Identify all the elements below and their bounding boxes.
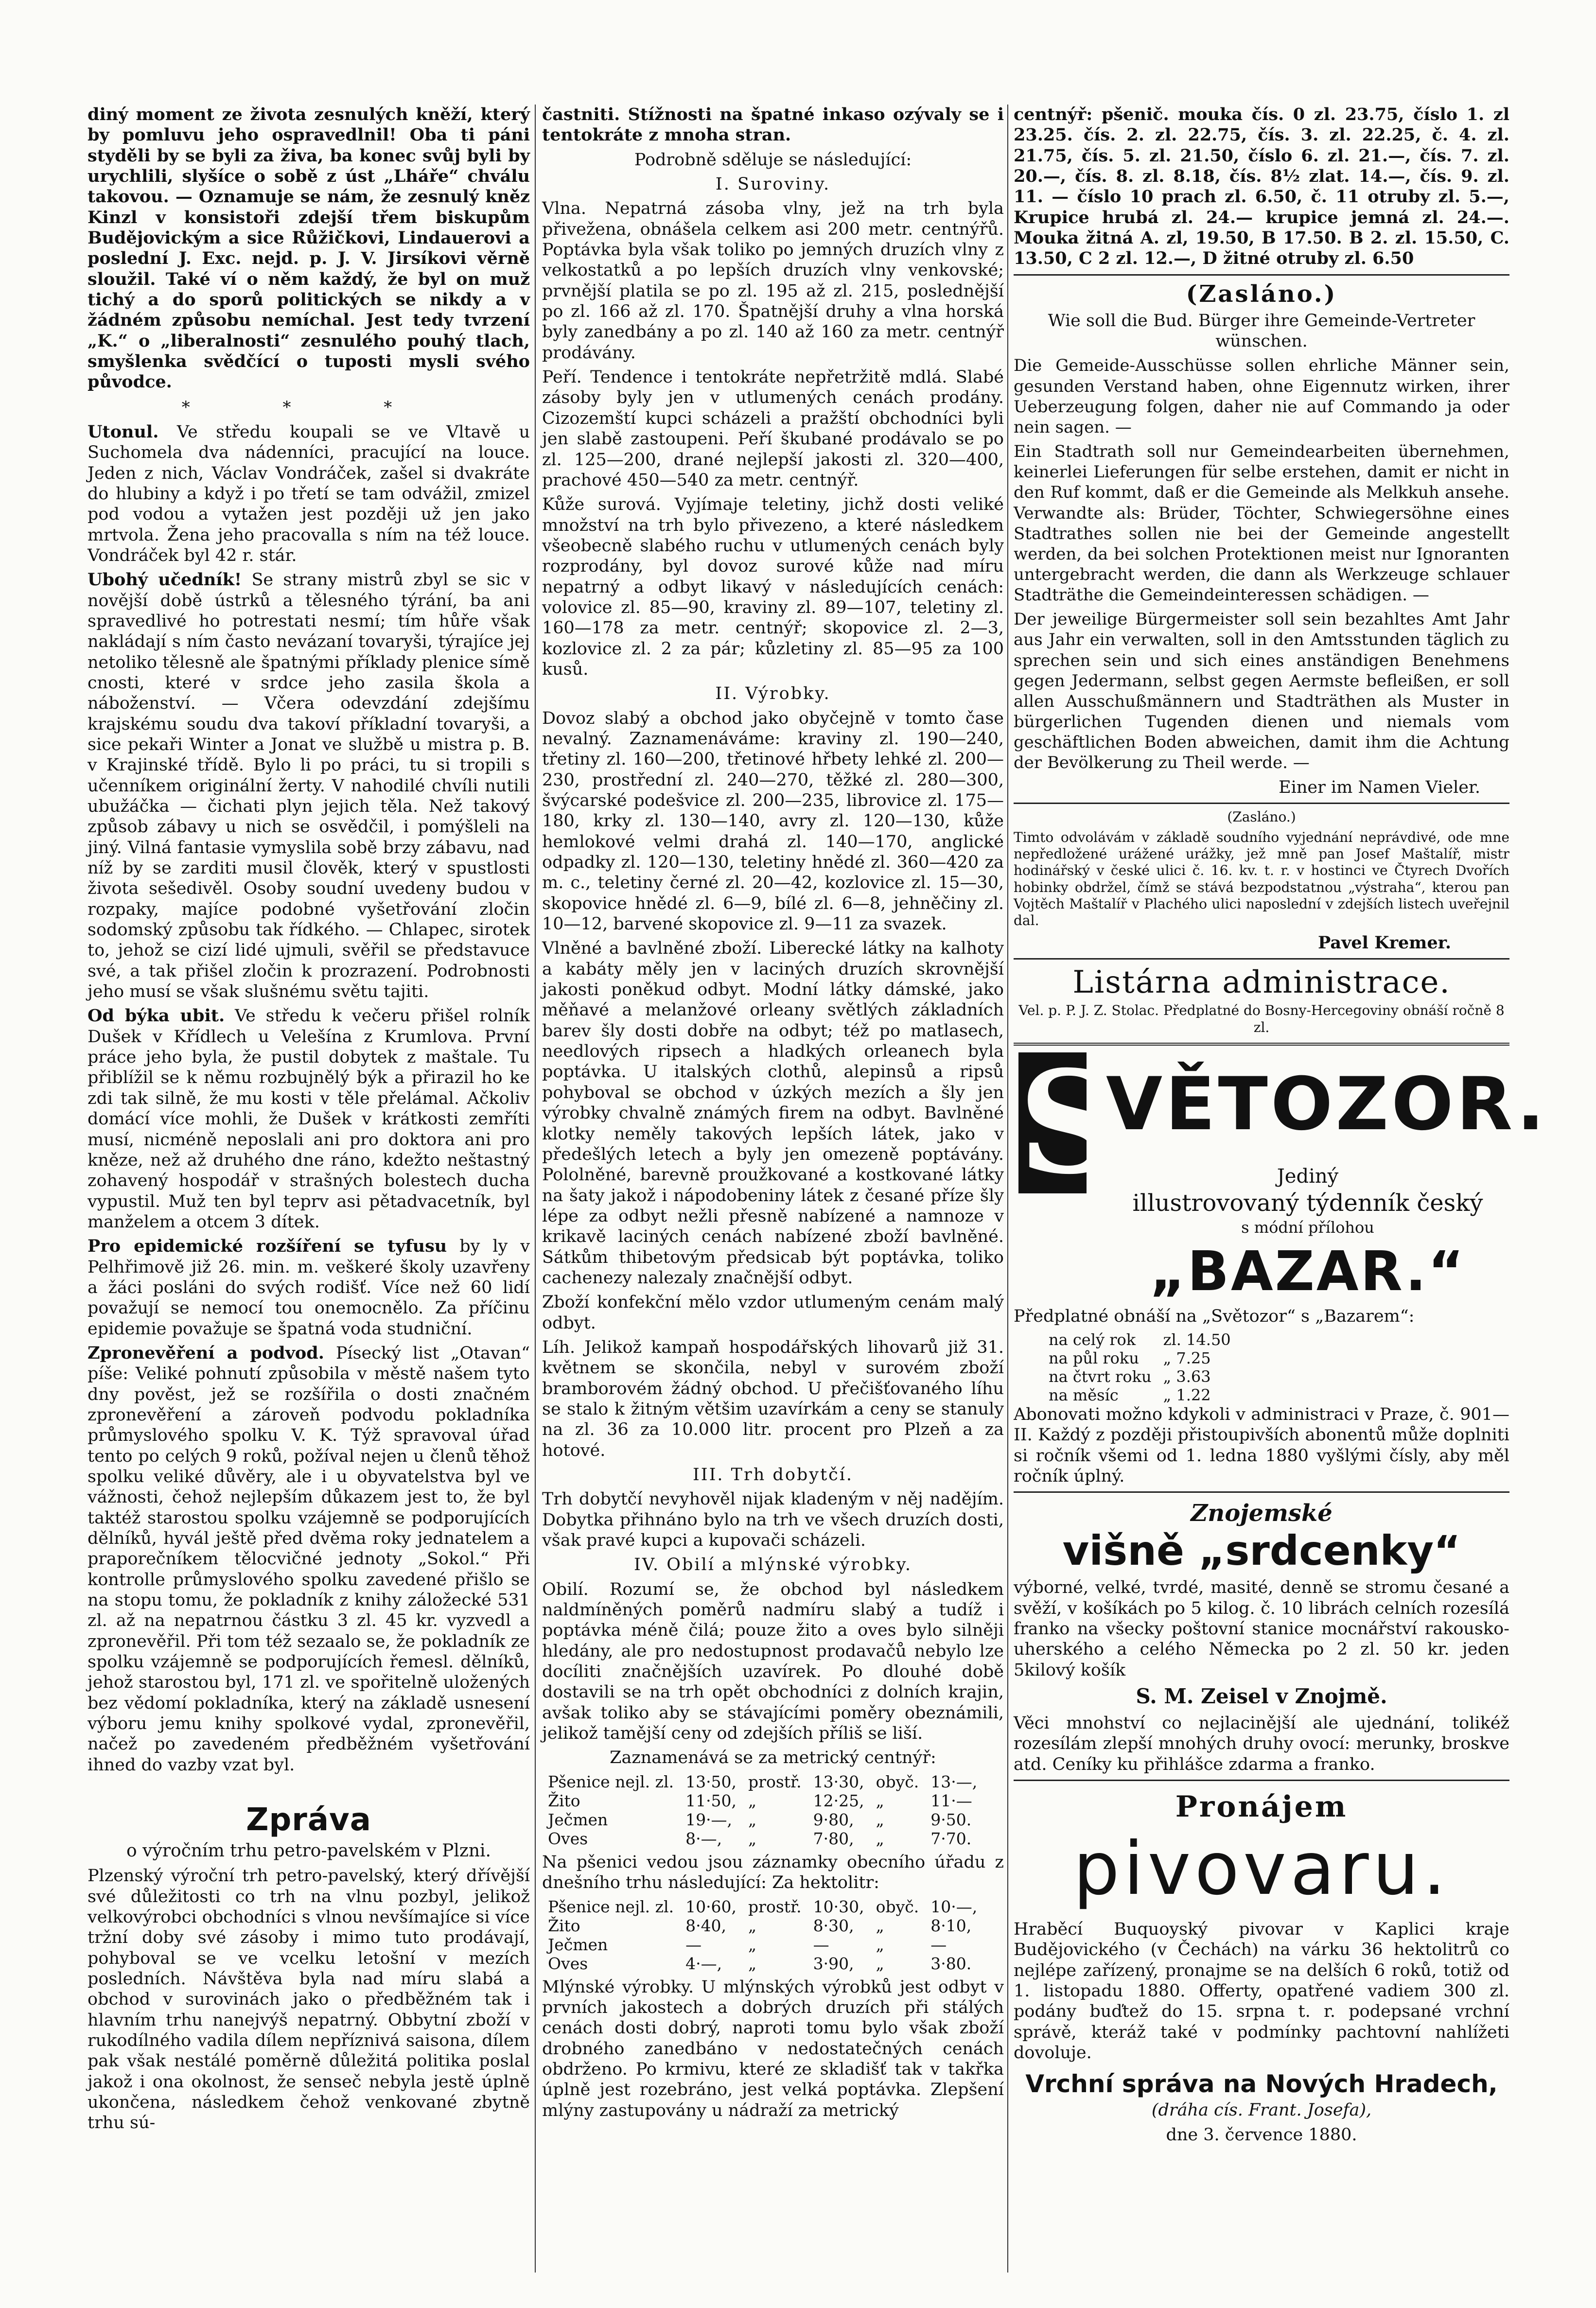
- article-tyfus-title: Pro epidemické rozšíření se tyfusu: [88, 1236, 447, 1257]
- price-centnyr-cell: 7·80,: [813, 1829, 854, 1848]
- zaslano2-body: Timto odvolávám v základě soudního vyjednání neprávdivé, ode mne nepředložené urážené urážky, jež mně pan Josef Maštalíř, mistr hodinářský v české ulici č. 16. kv. t. r. v hostinci ve Čtyrech Dvořích hobinky obdržel, čímž se stává bezpodstatnou „výstraha“, kterou pan Vojtěch Maštalíř v Plachého ulici naposlední v zdejších listech uveřejnil dal.: [1014, 829, 1509, 928]
- price-centnyr-cell: 13·—,: [930, 1772, 978, 1791]
- price-hektolitr-cell: „: [748, 1916, 757, 1935]
- zaslano-paragraph-3: Der jeweilige Bürgermeister soll sein bezahltes Amt Jahr aus Jahr ein verwalten, soll in den Amtsstunden täglich zu sprechen sein und sich eines anständigen Benehmens gegen Jedermann, selbst gegen Aermste befleißen, er soll allen Ausschußmännern und Stadträthen als Muster in bürgerlichen Tugenden dienen und niemals vom geschäftlichen Boden abweichen, damit ihm die Achtung der Bevölkerung zu Theil werde. —: [1014, 610, 1509, 773]
- svetozor-line-3: s módní přílohou: [1241, 1218, 1374, 1237]
- price-hektolitr-cell: —: [685, 1935, 702, 1954]
- pivovaru-title: pivovaru.: [1073, 1826, 1450, 1911]
- visne-body-2: Věci mnohství co nejlacinější ale ujednání, tolikéž rozesílám zlepší mnohých druhy ovocí: merunky, broskve atd. Ceníky ku přihlášce zdarma a franko.: [1014, 1713, 1509, 1774]
- svetozor-price-row: [1043, 1330, 1237, 1349]
- svetozor-price-cell: „ 7.25: [1163, 1349, 1211, 1367]
- price-hektolitr-cell: 10·30,: [813, 1897, 864, 1916]
- article-kinzl: diný moment ze života zesnulých kněží, který by pomluvu jeho ospravedlnil! Oba ti páni styděli by se byli za živa, ba konec svůj byli by urychlili, slyšíce o sobě z úst „Lháře“ chválu takovou. — Oznamuje se nám, že zesnulý kněz Kinzl v konsistoři zdejší třem biskupům Budějovickým a sice Růžičkovi, Lindauerovi a poslední J. Exc. nejd. p. J. V. Jirsíkovi věrně sloužil. Také ví o něm každý, že byl on muž tichý a do sporů politických se nikdy a v žádném způsobu nemíchal. Jest tedy tvrzení „K.“ o „liberalnosti“ zesnulého pouhý tlach, smyšlenka svědčící o tuposti mysli svého původce.: [88, 105, 530, 392]
- price-centnyr-cell: Oves: [548, 1829, 588, 1848]
- price-hektolitr-cell: „: [876, 1954, 884, 1973]
- price-centnyr-cell: Pšenice nejl. zl.: [548, 1772, 674, 1791]
- divider: [1014, 1491, 1509, 1493]
- price-hektolitr-cell: Ječmen: [548, 1935, 608, 1954]
- price-centnyr-cell: „: [748, 1829, 757, 1848]
- article-ucednik: [88, 570, 530, 1002]
- svetozor-price-cell: „ 1.22: [1163, 1386, 1211, 1404]
- article-plzen-market: Plzenský výroční trh petro-pavelský, který dřívější své důležitosti co trh na vlnu pozbyl, jelikož velkovýrobci obchodníci s vlnou nevšímajíce si více tržní doby své zásoby i mimo tuto prodávají, pohyboval se ve vcelku letošní v mezích posledních. Návštěva byla nad míru slabá a obchod v surovinách jako o předběžném tak i hlavním trhu nanejvýš nepatrný. Obbytní zboží v rukodílného vadila dílem nepříznivá saisona, dílem pak však nestálé poměrně důležitá politika poslal jakož i ona okolnost, že senseč nebyla jestě úplně ukončena, následkem čehož venkované zbytně trhu sú-: [88, 1866, 530, 2133]
- zeisel-name: S. M. Zeisel v Znojmě.: [1136, 1684, 1387, 1709]
- zaslano-title: Wie soll die Bud. Bürger ihre Gemeinde-Vertreter wünschen.: [1048, 311, 1475, 351]
- price-centnyr-cell: obyč.: [876, 1772, 919, 1791]
- svetozor-title: VĚTOZOR.: [1106, 1062, 1547, 1147]
- listarna-body: Vel. p. P. J. Z. Stolac. Předplatné do Bosny-Hercegoviny obnáší ročně 8 zl.: [1018, 1002, 1505, 1035]
- price-hektolitr-cell: —: [813, 1935, 829, 1954]
- svetozor-price-row: [1043, 1386, 1237, 1404]
- price-hektolitr-row: [542, 1954, 983, 1973]
- price-hektolitr-row: [542, 1897, 983, 1916]
- price-hektolitr-cell: Oves: [548, 1954, 588, 1973]
- price-hektolitr-cell: „: [748, 1954, 757, 1973]
- visne-title: višně „srdcenky“: [1062, 1527, 1461, 1575]
- market-intro: častniti. Stížnosti na špatné inkaso ozývaly se i tentokráte z mnoha stran.: [542, 105, 1004, 145]
- price-centnyr-cell: 11·—: [930, 1791, 972, 1810]
- flour-prices: centnýř: pšenič. mouka čís. 0 zl. 23.75, číslo 1. zl 23.25. čís. 2. zl. 22.75, čís. 3. zl. 22.25, č. 4. zl. 21.75, čís. 5. zl. 21.50, číslo 6. zl. 21.—, čís. 7. zl. 20.—, čís. 8. zl. 8.18, čís. 8½ zlat. 14.—, čís. 9. zl. 11. — číslo 10 prach zl. 6.50, č. 11 otruby zl. 5.—, Krupice hrubá zl. 24.— krupice jemná zl. 24.—. Mouka žitná A. zl, 19.50, B 17.50. B 2. zl. 15.50, C. 13.50, C 2 zl. 12.—, D žitné otruby zl. 6.50: [1014, 105, 1509, 269]
- article-byk-title: Od býka ubit.: [88, 1006, 225, 1026]
- zaslano-signature: Einer im Namen Vieler.: [1279, 777, 1480, 797]
- svetozor-initial: S: [1018, 1040, 1121, 1206]
- market-dobytek: Trh dobytčí nevyhověl nijak kladeným v něj nadějím. Dobytka přihnáno bylo na trh ve všech druzích dosti, však pravé kupci a kupovači scházeli.: [542, 1489, 1004, 1551]
- market-centnyr-intro: Zaznamenává se za metrický centnýř:: [610, 1748, 936, 1768]
- price-hektolitr-row: [542, 1935, 983, 1954]
- section-suroviny: I. Suroviny.: [715, 175, 831, 194]
- svetozor-price-cell: na čtvrt roku: [1049, 1367, 1152, 1386]
- zaslano2-heading: (Zasláno.): [1227, 808, 1296, 825]
- price-centnyr-cell: 13·50,: [685, 1772, 737, 1791]
- price-centnyr-cell: „: [748, 1791, 757, 1810]
- market-peri: Peří. Tendence i tentokráte nepřetržitě mdlá. Slabé zásoby byly jen v utlumených cenách prodány. Cizozemští kupci scházeli a pražští obchodníci byli jen slabě zastoupeni. Peří škubané prodávalo se po zl. 125—200, drané nejlepší jakosti zl. 320—400, prachové 450—540 za metr. centnýř.: [542, 367, 1004, 490]
- market-konfekce: Zboží konfekční mělo vzdor utlumeným cenám malý odbyt.: [542, 1293, 1004, 1333]
- svetozor-price-table: [1043, 1330, 1237, 1404]
- price-hektolitr-cell: 10·60,: [685, 1897, 737, 1916]
- price-centnyr-cell: „: [876, 1829, 884, 1848]
- zaslano-paragraph-1: Die Gemeide-Ausschüsse sollen ehrliche Männer sein, gesunden Verstand haben, ohne Eigennutz wirken, ihrer Ueberzeugung folgen, daher nie auf Commando ja oder nein sagen. —: [1014, 356, 1509, 437]
- bazar-title: „BAZAR.“: [1149, 1240, 1466, 1303]
- price-hektolitr-cell: prostř.: [748, 1897, 802, 1916]
- price-centnyr-row: [542, 1772, 983, 1791]
- section-dobytek: III. Trh dobytčí.: [692, 1465, 854, 1485]
- article-utonul: [88, 422, 530, 566]
- svetozor-price-cell: na měsíc: [1049, 1386, 1119, 1404]
- market-hektolitr-intro: Na pšenici vedou jsou záznamky obecního úřadu z dnešního trhu následující: Za hektolitr:: [542, 1852, 1004, 1893]
- price-centnyr-cell: prostř.: [748, 1772, 802, 1791]
- divider: [1014, 803, 1509, 804]
- market-mlynske: Mlýnské výrobky. U mlýnských výrobků jest odbyt v prvních jakostech a dobrých druzích při stálých cenách dosti dobrý, naproti tomu bylo však zboží drobného zanedbáno v nedostatečných cenách obdrženo. Po krmivu, které ze skladišť tak v takřka úplně jest rozebráno, jest velká poptávka. Zlepšení mlýny zastupovány u nádraží za metrický: [542, 1977, 1004, 2120]
- price-centnyr-cell: 7·70.: [930, 1829, 972, 1848]
- svetozor-price-cell: zl. 14.50: [1163, 1330, 1231, 1349]
- divider: [1014, 1780, 1509, 1781]
- price-hektolitr-cell: Pšenice nejl. zl.: [548, 1897, 674, 1916]
- price-hektolitr-cell: 4·—,: [685, 1954, 722, 1973]
- price-centnyr-row: [542, 1810, 983, 1829]
- svetozor-line-2: illustrovovaný týdenník český: [1132, 1189, 1483, 1217]
- column-rule-left: [535, 105, 536, 2273]
- svetozor-price-row: [1043, 1367, 1237, 1386]
- price-hektolitr-cell: —: [930, 1935, 947, 1954]
- price-centnyr-cell: „: [748, 1810, 757, 1829]
- market-vlnene-zbozi: Vlněné a bavlněné zboží. Liberecké látky na kalhoty a kabáty měly jen v laciných druzích skrovnější jakosti poněkud odbyt. Modní látky dámské, jako měňavé a melanžové orleany světlých základních barev šly dosti dobře na odbyt; též po matlasech, needlových ripsech a hladkých orleanech byla poptávka. U italských clothů, alepinsů a ripsů pohyboval se obchod v úzkých mezích a šly jen výrobky chvalně známých firem na odbyt. Bavlněné klotky neměly takových lepších látek, jako v předešlých letech a byly jen omezeně poptávány. Pololněné, barevně proužkované a kostkované látky na šaty jakož i nápodobeniny látek z česané příze šly lépe za odbyt nežli přesně nabízené a namnoze v krikavě laciných cenách nabízené zboží bavlněné. Sátkům thibetovým předsicab být poptávka, toliko cachenezy nalezaly značnější odbyt.: [542, 939, 1004, 1288]
- price-hektolitr-cell: 8·10,: [930, 1916, 972, 1935]
- price-hektolitr-cell: 8·40,: [685, 1916, 727, 1935]
- article-tyfus: [88, 1236, 530, 1339]
- svetozor-price-cell: na půl roku: [1049, 1349, 1139, 1367]
- price-centnyr-cell: 8·—,: [685, 1829, 722, 1848]
- vrchni-sprava-date: dne 3. července 1880.: [1166, 2125, 1357, 2145]
- svetozor-price-intro: Předplatné obnáší na „Světozor“ s „Bazarem“:: [1014, 1306, 1415, 1326]
- market-vlna: Vlna. Nepatrná zásoba vlny, jež na trh byla přivežena, obnášela celkem asi 200 metr. centnýřů. Poptávka byla však toliko po jemných druzích vlny z velkostatků a po lepších druzích vlny venkovské; prvnější platila se po zl. 195 až zl. 215, poslednější po zl. 166 až zl. 170. Špatnější druhy a vlna horská byly zanedbány a po zl. 140 až 160 za metr. centnýř prodávány.: [542, 199, 1004, 363]
- price-centnyr-cell: 9·80,: [813, 1810, 854, 1829]
- section-obili: IV. Obilí a mlýnské výrobky.: [634, 1555, 912, 1575]
- price-centnyr-cell: „: [876, 1810, 884, 1829]
- article-ucednik-title: Ubohý učedník!: [88, 570, 242, 590]
- article-byk: [88, 1006, 530, 1232]
- price-centnyr-cell: 13·30,: [813, 1772, 864, 1791]
- price-table-hektolitr: [542, 1897, 983, 1973]
- zaslano-paragraph-2: Ein Stadtrath soll nur Gemeindearbeiten übernehmen, keinerlei Lieferungen für selbe erstehen, damit er nicht in den Ruf kommt, daß er die Gemeinde als Melkkuh ansehe. Verwandte als: Brüder, Töchter, Schwiegersöhne eines Stadtrathes sollen nie bei der Gemeinde angestellt werden, da bei solchen Protektionen meist nur Ignoranten untergebracht werden, die dann als Werkzeuge schlauer Stadträthe die Gemeindeinteressen schädigen. —: [1014, 442, 1509, 605]
- vrchni-sprava-drahy: (dráha cís. Frant. Josefa),: [1151, 2100, 1372, 2120]
- price-table-centnyr: [542, 1772, 983, 1848]
- market-obili: Obilí. Rozumí se, že obchod byl následkem naldmíněných poměrů nadmíru slabý a tudíž i poptávka méně čilá; pouze žito a oves bylo silněji hledány, ale pro nedostupnost prodavačů nebylo lze docíliti značnějších uzavírek. Po dlouhé době dostavili se na trh opět obchodníci z dolních krajin, avšak toliko aby se stávajícími poměry obeznámili, jelikož tamější ceny od zdejších příliš se liší.: [542, 1579, 1004, 1744]
- price-centnyr-row: [542, 1791, 983, 1810]
- price-hektolitr-cell: „: [876, 1935, 884, 1954]
- price-centnyr-cell: 12·25,: [813, 1791, 864, 1810]
- market-lih: Líh. Jelikož kampaň hospodářských lihovarů již 31. květnem se skončila, nebyl v surovém zboží bramborovém žádný obchod. U přečišťovaného líhu se stalo k žitným většim uzavírkám a ceny se stanuly na zl. 36 za 10.000 litr. procent pro Plzeň a za hotové.: [542, 1337, 1004, 1460]
- market-vyrobky: Dovoz slabý a obchod jako obyčejně v tomto čase nevalný. Zaznamenáváme: kraviny zl. 190—240, třetiny zl. 160—200, třetinové hřbety lehké zl. 200—230, prostřední zl. 240—270, těžké zl. 280—300, švýcarské podešvice zl. 200—235, librovice zl. 175—180, krky zl. 130—140, avry zl. 120—130, kůže hemlokové velmi drahá zl. 140—170, anglické odpadky zl. 120—130, teletiny hnědé zl. 360—420 za m. c., teletiny černé zl. 20—42, kozlovice zl. 15—30, skopovice hnědé zl. 6—9, bílé zl. 6—8, jehněčiny zl. 10—12, barvené skopovice zl. 9—11 za svazek.: [542, 708, 1004, 934]
- svetozor-abonovani: Abonovati možno kdykoli v administraci v Praze, č. 901—II. Každý z později přistoupivších abonentů může doplniti si ročník všemi od 1. ledna 1880 vyšlými čísly, aby měl ročník úplný.: [1014, 1405, 1509, 1486]
- zprava-heading: Zpráva: [246, 1802, 371, 1838]
- price-centnyr-cell: „: [876, 1791, 884, 1810]
- column-middle: [542, 105, 1004, 2273]
- pronajem-heading: Pronájem: [1175, 1789, 1348, 1824]
- article-tyfus-body: by ly v Pelhřimově již 26. min. m. veškeré školy uzavřeny a žáci posláni do svých rodišť. Více než 60 lidí považují se nemocí tou onemocnělo. Za příčinu epidemie považuje se špatná voda studniční.: [88, 1237, 530, 1339]
- article-ucednik-body: Se strany mistrů zbyl se sic v novější době ústrků a tělesného týrání, ba ani spravedlivé ho potrestati nesmí; tím hůře však nakládají s ním často nevázaní tovaryši, týrajíce jej netoliko tělesně ale špatnými příklady plenice símě cnosti, které v srdce jeho zasila škola a náboženství. — Včera odevzdání zdejšímu krajskému soudu dva takoví příkladní tovaryši, a sice pekaři Winter a Jonat ve službě u mistra p. B. v Krajinské třídě. Bylo li po práci, tu si tropili s učenníkem originální žerty. V nahodilé chvíli nutili ubužáčka — čichati plyn jejich těla. Než takový způsob zábavy u nich se osvědčil, i pomýšleli na jiný. Vilná fantasie vymyslila sobě brzy zábavu, nad níž by se zarditi musil člověk, který v spustlosti života sešedivěl. Osoby soudní uvedeny budou v rozpaky, majíce podobné vyšetřování zločin sodomský způsobu tak řídkého. — Chlapec, sirotek to, jehož se cizí lidé ujmuli, svěřil se představuce své, a tak přišel zločin k prozrazení. Podrobnosti jeho musí se však slušnému světu tajiti.: [88, 570, 530, 1002]
- price-hektolitr-cell: 3·90,: [813, 1954, 854, 1973]
- price-centnyr-cell: 11·50,: [685, 1791, 737, 1810]
- article-zpronevera: [88, 1343, 530, 1775]
- vrchni-sprava: Vrchní správa na Nových Hradech,: [1025, 2070, 1498, 2098]
- column-left: [88, 105, 530, 2273]
- zaslano2-signature: Pavel Kremer.: [1318, 933, 1451, 953]
- price-hektolitr-cell: „: [748, 1935, 757, 1954]
- article-utonul-title: Utonul.: [88, 421, 159, 442]
- zprava-subheading: o výročním trhu petro-pavelském v Plzni.: [126, 1841, 491, 1861]
- price-hektolitr-cell: obyč.: [876, 1897, 919, 1916]
- article-zpronevera-body: Písecký list „Otavan“ píše: Veliké pohnutí způsobila v městě našem tyto dny pověst, jež se rozšířila o dosti značném zpronevěření a zároveň podvodu pokladníka průmyslového spolku V. K. Týž spravoval úřad tento po celých 9 roků, požíval nejen u členů těhož spolku veliké důvěry, ale i u obyvatelstva byl ve vážnosti, čehož nejlepším důkazem jest to, že byl taktéž starostou spolku vzájemně se podporujících dělníků, hyvál ještě před dvěma roky jednatelem a praporečníkem tělocvičné jednoty „Sokol.“ Při kontrolle průmyslového spolku zavedené přišlo se na stopu tomu, že pokladník z knihy záložecké 531 zl. až na nepatrnou částku 3 zl. 45 kr. vyzvedl a zpronevěřil. Při tom též sezaalo se, že pokladník ze spolku vzájemně se podporujících řemesl. dělníků, jehož starostou byl, 171 zl. ve spořitelně uložených bez vědomí pokladníka, který na základě usnesení výboru jemu knihy spolkové vydal, zpronevěřil, načež po zavedeném předběžném vyšetřování ihned do vazby vzat byl.: [88, 1343, 530, 1775]
- price-centnyr-cell: Žito: [548, 1791, 580, 1810]
- price-centnyr-row: [542, 1829, 983, 1848]
- svetozor-price-cell: na celý rok: [1049, 1330, 1136, 1349]
- zaslano-heading: (Zasláno.): [1186, 280, 1337, 308]
- price-centnyr-cell: Ječmen: [548, 1810, 608, 1829]
- article-utonul-body: Ve středu koupali se ve Vltavě u Suchomela dva nádenníci, pracující na louce. Jeden z nich, Václav Vondráček, zašel si dvakráte do hlubiny a když i po třetí se tam odvážil, zmizel pod vodou a vytažen jest později už jen jako mrtvola. Žena jeho pracovalla s ním na též louce. Vondráček byl 42 r. stár.: [88, 422, 530, 565]
- pivovar-body: Hraběcí Buquoyský pivovar v Kaplici kraje Budějovického (v Čechách) na várku 36 hektolitrů co nejlépe zařízený, pronajme se na delších 6 roků, totiž od 1. listopadu 1880. Offerty, opatřené vadiem 300 zl. podány buďtež do 15. srpna t. r. podepsané vrchní správě, kteráž také v podmínky pachtovní nahlížeti dovoluje.: [1014, 1919, 1509, 2063]
- column-right: [1014, 105, 1547, 2273]
- price-hektolitr-cell: 10·—,: [930, 1897, 978, 1916]
- listarna-heading: Listárna administrace.: [1072, 964, 1451, 1001]
- separator-stars: * * *: [181, 397, 436, 417]
- price-centnyr-cell: 9·50.: [930, 1810, 972, 1829]
- price-centnyr-cell: 19·—,: [685, 1810, 733, 1829]
- svetozor-price-row: [1043, 1349, 1237, 1367]
- price-hektolitr-cell: „: [876, 1916, 884, 1935]
- article-zpronevera-title: Zpronevěření a podvod.: [88, 1343, 324, 1363]
- visne-body: výborné, velké, tvrdé, masité, denně se stromu česané a svěží, v košíkách po 5 kilog. č. 10 librách celních rozesílá franko na všecky poštovní stanice mocnářství rakousko-uherského a celého Německa po 2 zl. 50 kr. jeden 5kilový košík: [1014, 1578, 1509, 1680]
- price-hektolitr-cell: 8·30,: [813, 1916, 854, 1935]
- column-rule-right: [1007, 105, 1008, 2273]
- article-byk-body: Ve středu k večeru přišel rolník Dušek v Křídlech u Velešína z Krumlova. První práce jeho byla, že pustil dobytek z maštale. Tu přiblížil se k němu rozbujnělý býk a přirazil ho ke zdi tak silně, že mu kosti v těle přelámal. Ačkoliv domácí více mohli, že Dušek v krátkosti zemříti musí, nicméně neposlali ani pro doktora ani pro kněze, než až druhého dne ráno, kdežto neštastný zohavený hospodář v strašných bolestech ducha vypustil. Muž ten byl teprv asi pětadvacetník, byl manželem a otcem 3 dítek.: [88, 1006, 530, 1232]
- market-intro-2: Podrobně sděluje se následující:: [634, 150, 912, 170]
- section-vyrobky: II. Výrobky.: [715, 684, 831, 704]
- price-hektolitr-cell: Žito: [548, 1916, 580, 1935]
- price-hektolitr-cell: 3·80.: [930, 1954, 972, 1973]
- price-hektolitr-row: [542, 1916, 983, 1935]
- divider: [1014, 958, 1509, 960]
- znojemske-heading: Znojemské: [1191, 1500, 1333, 1527]
- divider: [1014, 274, 1509, 276]
- svetozor-price-cell: „ 3.63: [1163, 1367, 1211, 1386]
- svetozor-line-1: Jediný: [1277, 1165, 1339, 1188]
- market-kuze: Kůže surová. Vyjímaje teletiny, jichž dosti veliké množství na trh bylo přivezeno, a které následkem všeobecně slabého ruchu v utlumených cenách byly rozprodány, byl dovoz surové kůže nad míru nepatrný a odbyt likavý v následujících cenách: volovice zl. 85—90, kraviny zl. 89—107, teletiny zl. 160—178 za metr. centnýř; skopovice zl. 2—3, kozlovice zl. 2 za pár; kůzletiny zl. 85—95 za 100 kusů.: [542, 495, 1004, 679]
